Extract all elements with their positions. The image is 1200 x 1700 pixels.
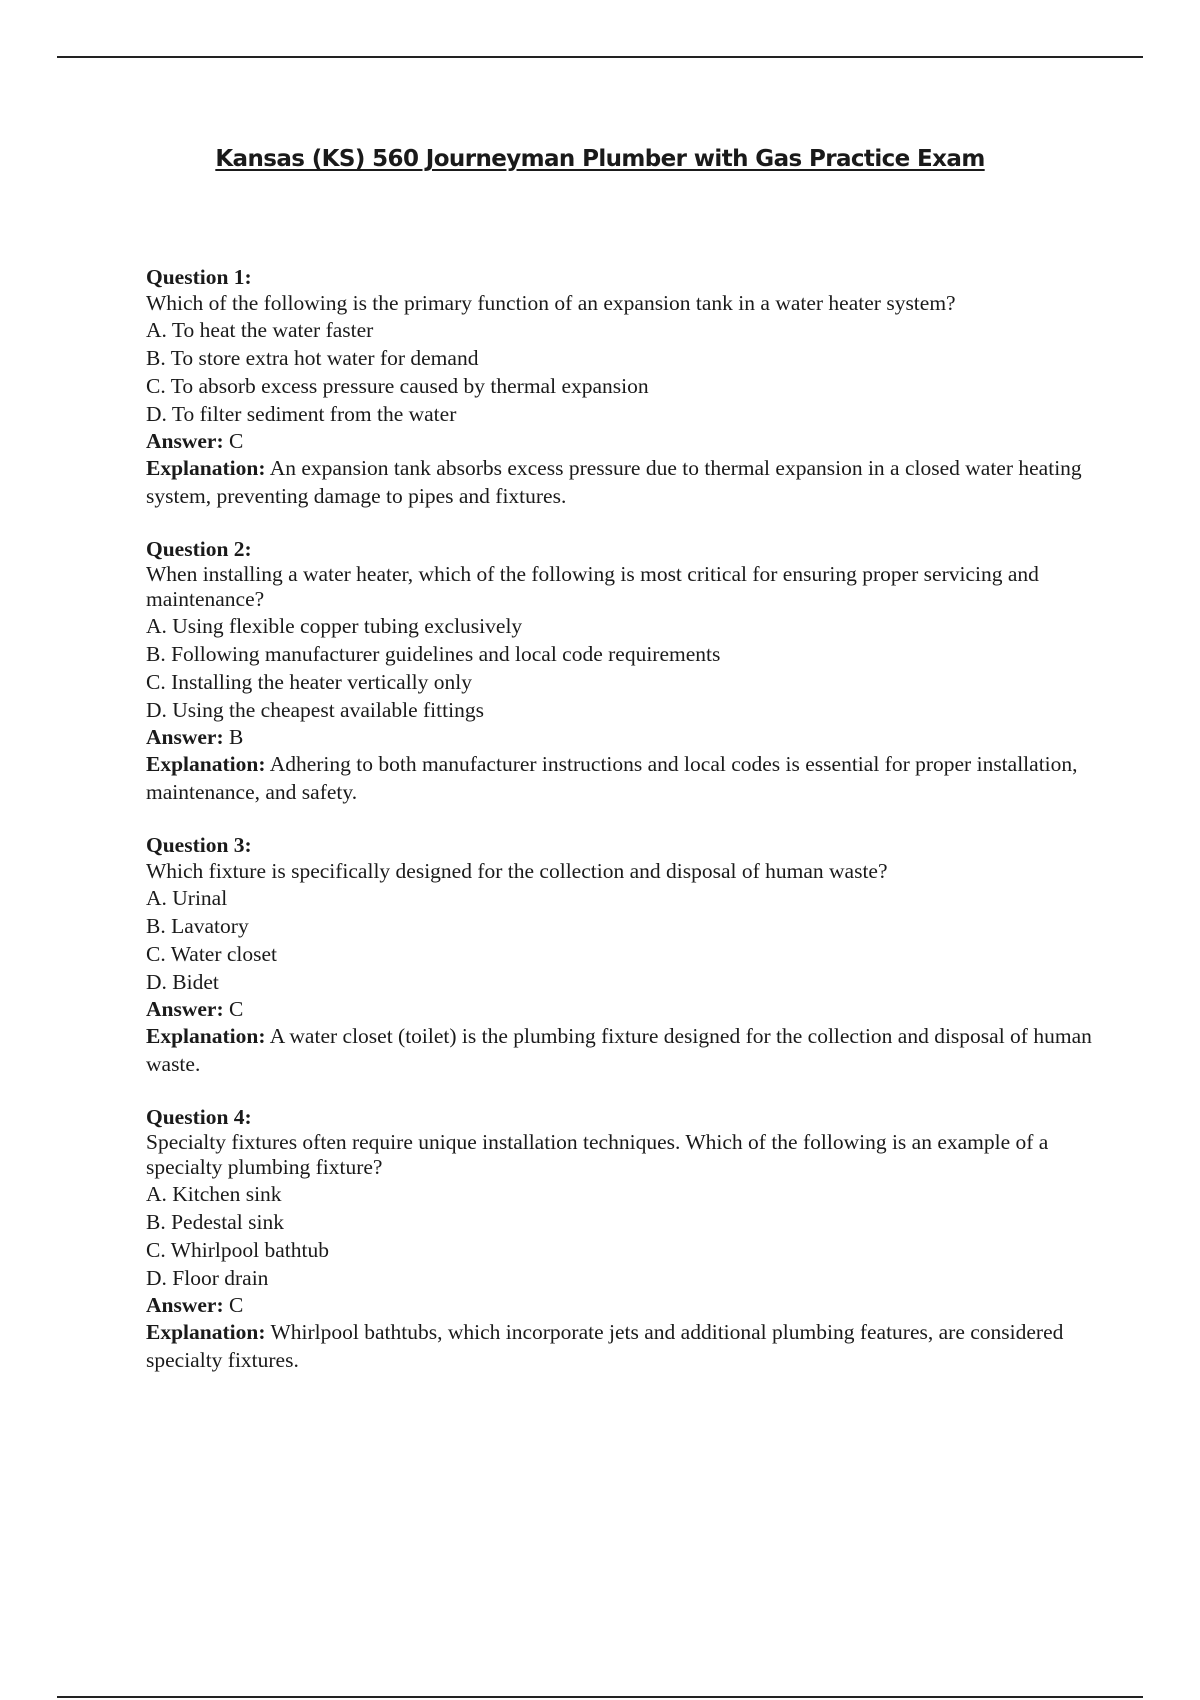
question-text: Specialty fixtures often require unique installation techniques. Which of the following is an example of a specialty plumbing fixture?	[146, 1130, 1049, 1179]
answer-value: B	[229, 725, 244, 749]
document-title: Kansas (KS) 560 Journeyman Plumber with Gas Practice Exam	[215, 146, 985, 172]
option-c: C. To absorb excess pressure caused by thermal expansion	[146, 373, 649, 398]
explanation-text: A water closet (toilet) is the plumbing fixture designed for the collection and disposal of human waste.	[146, 1023, 1092, 1076]
answer-label: Answer:	[146, 428, 224, 453]
question-block-2	[146, 536, 1096, 807]
answer-line	[146, 996, 1096, 1022]
question-text: Which of the following is the primary function of an expansion tank in a water heater system?	[146, 290, 956, 315]
option-d: D. Bidet	[146, 969, 219, 994]
question-text: Which fixture is specifically designed for the collection and disposal of human waste?	[146, 858, 888, 883]
explanation-label: Explanation:	[146, 1320, 266, 1344]
option-a: A. To heat the water faster	[146, 317, 374, 342]
option-d: D. To filter sediment from the water	[146, 401, 457, 426]
explanation	[146, 1022, 1096, 1078]
answer-value: C	[229, 1293, 244, 1317]
explanation-label: Explanation:	[146, 752, 266, 776]
answer-line	[146, 1292, 1096, 1318]
answer-line	[146, 428, 1096, 454]
option-d: D. Floor drain	[146, 1266, 269, 1290]
answer-label: Answer:	[146, 996, 224, 1021]
question-block-4	[146, 1104, 1096, 1375]
explanation	[146, 750, 1096, 806]
explanation-label: Explanation:	[146, 1023, 266, 1048]
explanation	[146, 1318, 1096, 1374]
answer-label: Answer:	[146, 1293, 224, 1317]
option-b: B. Pedestal sink	[146, 1210, 284, 1234]
option-b: B. Following manufacturer guidelines and local code requirements	[146, 642, 721, 666]
answer-value: C	[229, 996, 244, 1021]
option-a: A. Kitchen sink	[146, 1182, 282, 1206]
question-heading: Question 3:	[146, 833, 252, 857]
option-d: D. Using the cheapest available fittings	[146, 698, 484, 722]
option-b: B. To store extra hot water for demand	[146, 345, 479, 370]
option-c: C. Water closet	[146, 941, 278, 966]
option-a: A. Urinal	[146, 885, 228, 910]
question-block-3	[146, 832, 1096, 1078]
explanation	[146, 454, 1096, 510]
option-c: C. Whirlpool bathtub	[146, 1238, 329, 1262]
question-heading: Question 1:	[146, 265, 252, 289]
top-rule	[57, 56, 1143, 58]
answer-value: C	[229, 428, 244, 453]
explanation-text: Adhering to both manufacturer instructions and local codes is essential for proper installation, maintenance, and safety.	[146, 752, 1078, 804]
question-block-1	[146, 264, 1096, 510]
answer-line	[146, 724, 1096, 750]
explanation-text: An expansion tank absorbs excess pressure due to thermal expansion in a closed water heating system, preventing damage to pipes and fixtures.	[146, 455, 1082, 508]
question-heading: Question 2:	[146, 536, 252, 561]
question-heading: Question 4:	[146, 1104, 252, 1129]
explanation-label: Explanation:	[146, 455, 266, 480]
explanation-text: Whirlpool bathtubs, which incorporate jets and additional plumbing features, are considered specialty fixtures.	[146, 1320, 1064, 1372]
question-text: When installing a water heater, which of the following is most critical for ensuring proper servicing and maintenance?	[146, 562, 1039, 611]
answer-label: Answer:	[146, 725, 224, 749]
option-b: B. Lavatory	[146, 913, 249, 938]
question-list	[146, 264, 1096, 1400]
option-c: C. Installing the heater vertically only	[146, 670, 472, 694]
option-a: A. Using flexible copper tubing exclusively	[146, 614, 523, 638]
bottom-rule	[57, 1696, 1143, 1698]
